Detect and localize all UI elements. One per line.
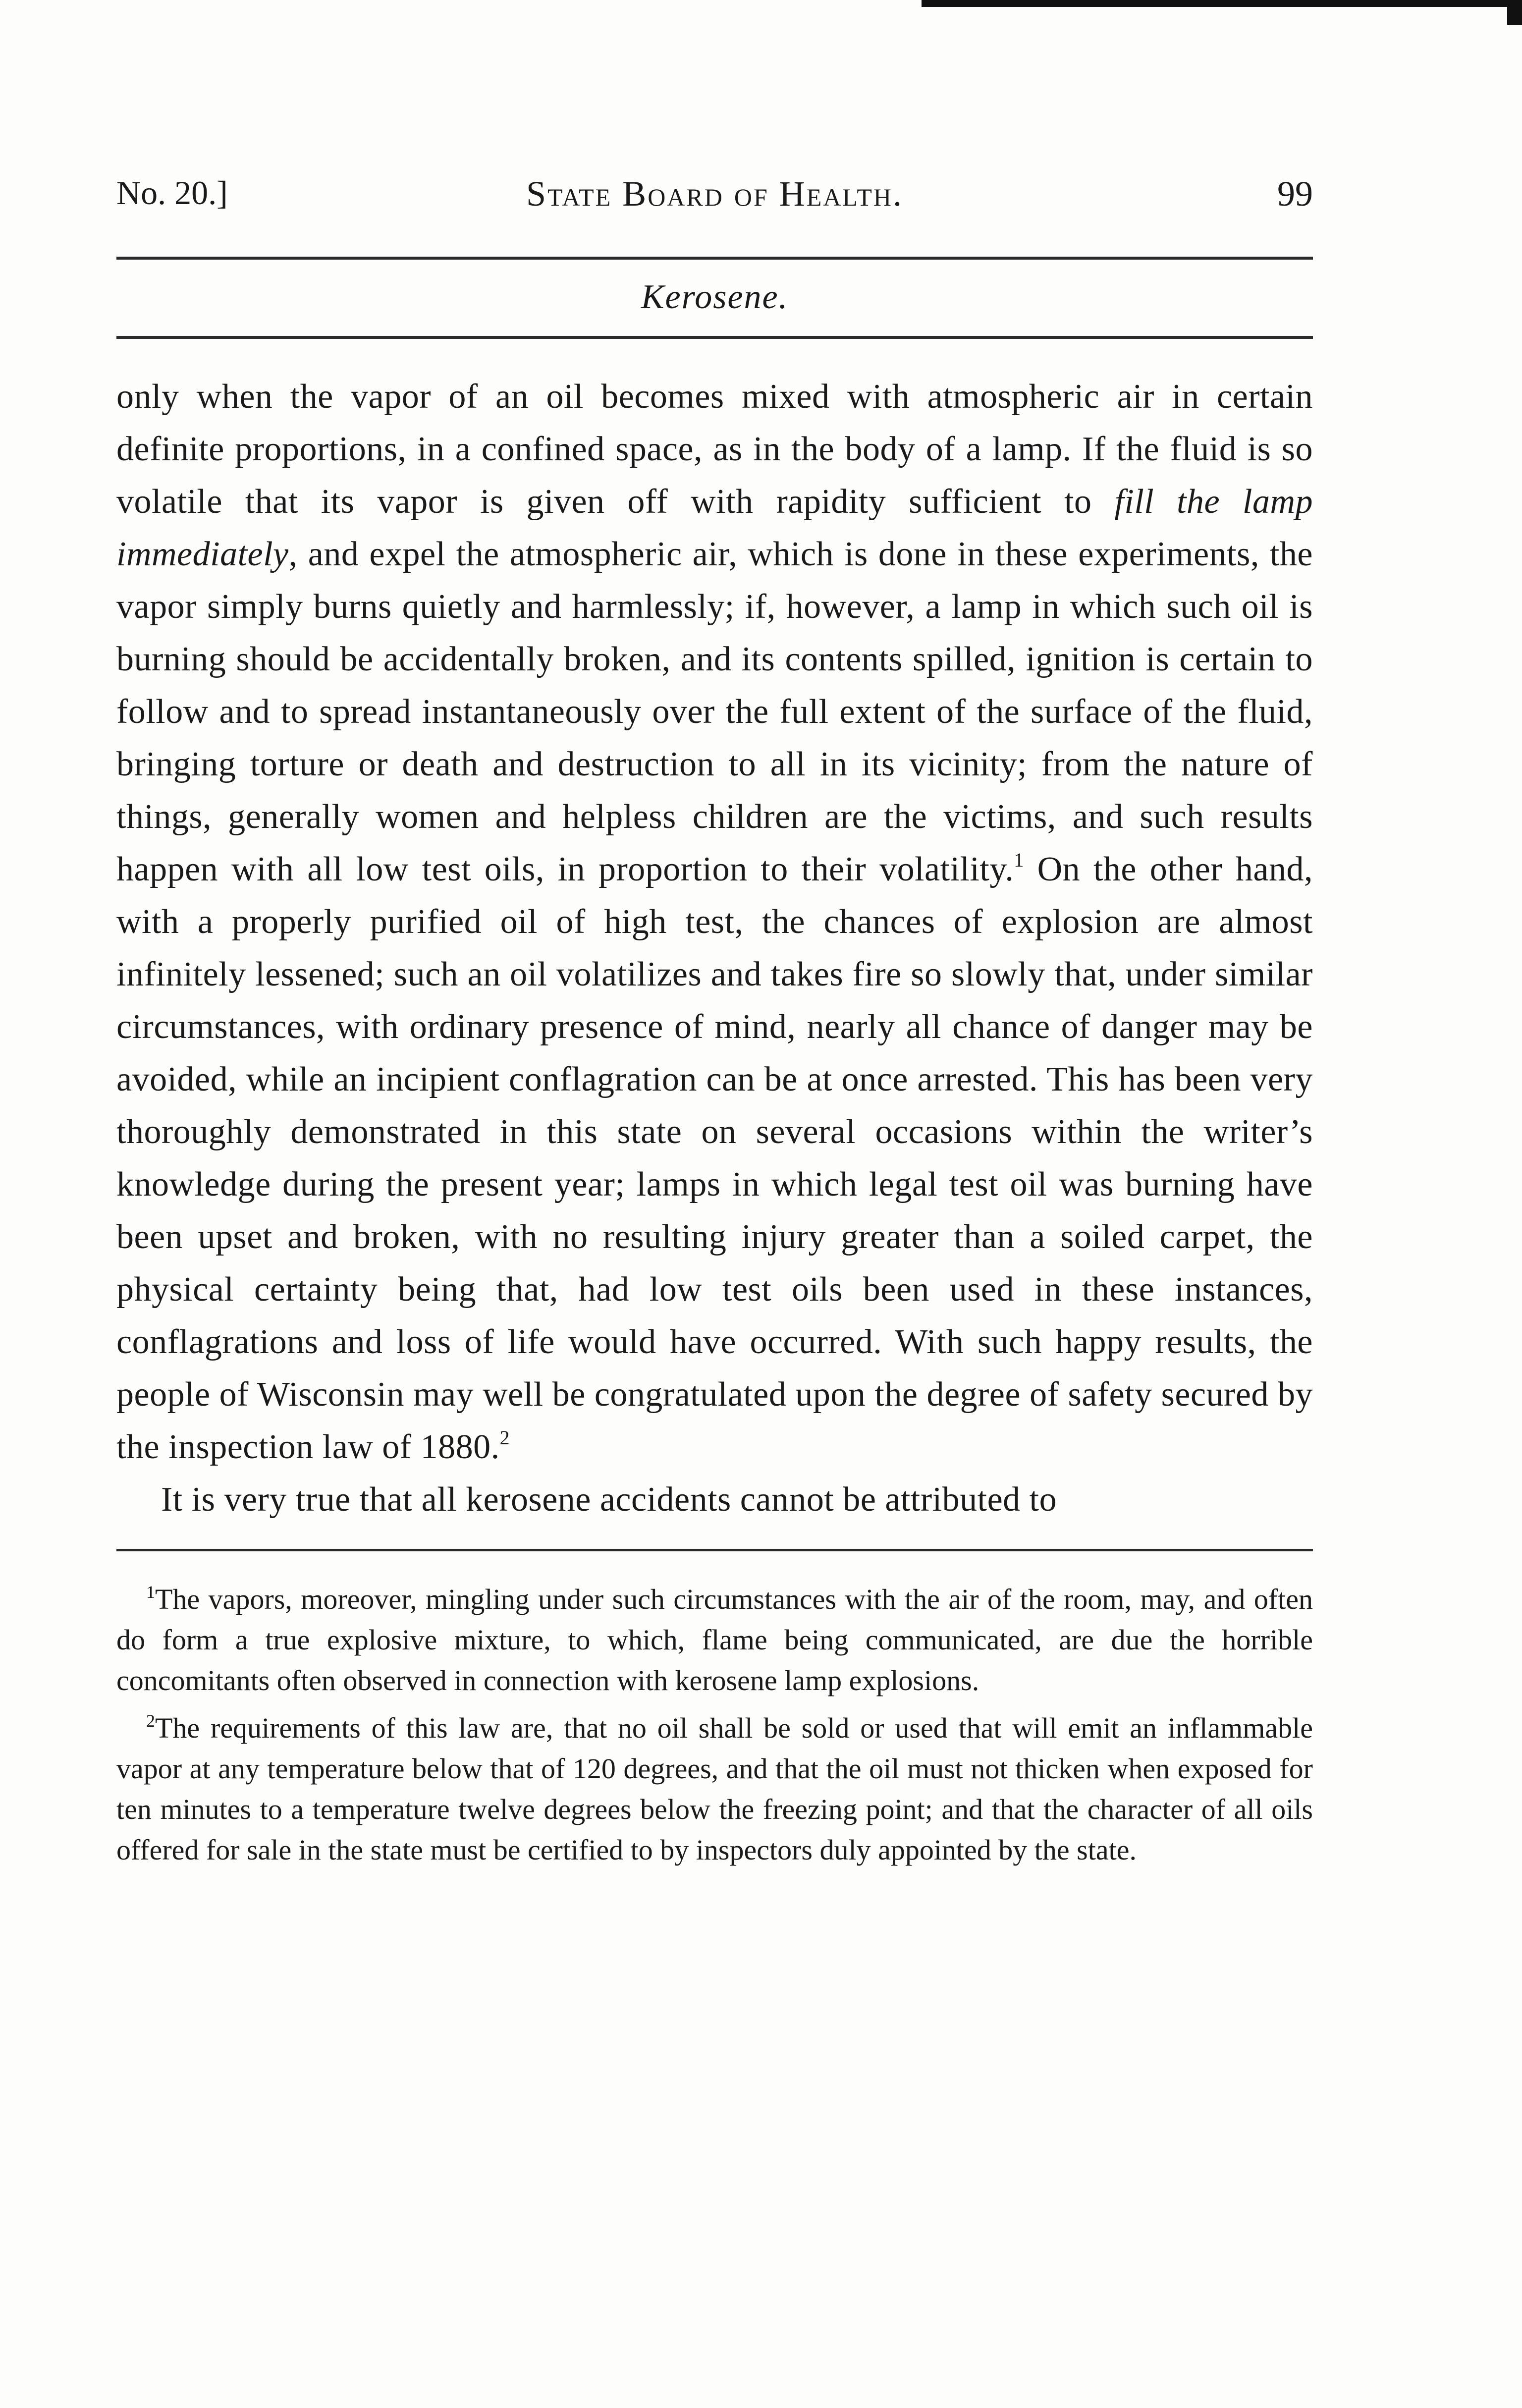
paragraph-1-part-b: , and expel the atmospheric air, which is done in these experiments, the vapor simply burns quietly and harmlessly; if, however, a lamp in which such oil is burning should be accidentally broken, and its contents spilled, ignition is certain to follow and to spread instantaneously over the full extent of the surface of the fluid, bringing torture or death and destruction to all in its vicinity; from the nature of things, generally women and helpless children are the victims, and such results happen with all low test oils, in proportion to their volatility. (116, 535, 1313, 888)
footnote-2-text: The requirements of this law are, that no oil shall be sold or used that will emit an inflammable vapor at any temperature below that of 120 degrees, and that the oil must not thicken when exposed for ten minutes to a temperature twelve degrees below the freezing point; and that the character of all oils offered for sale in the state must be certified to by inspectors duly appointed by the state. (116, 1712, 1313, 1866)
section-title: Kerosene. (641, 278, 789, 316)
emphasis-text: fill the lamp immediately (116, 483, 1313, 573)
footnote-1 (116, 1579, 1313, 1701)
paragraph-1-part-a: only when the vapor of an oil becomes mixed with atmospheric air in certain definite proportions, in a confined space, as in the body of a lamp. If the fluid is so volatile that its vapor is given off with rapidity sufficient to (116, 378, 1313, 521)
footnotes (116, 1579, 1313, 1870)
body-text (116, 371, 1313, 1526)
book-page (116, 168, 1313, 1877)
document-number: No. 20.] (116, 174, 228, 212)
header-rule-bottom (116, 336, 1313, 339)
footnote-ref-1[interactable]: 1 (1014, 849, 1024, 871)
running-title: State Board of Health. (526, 174, 904, 214)
page-number: 99 (1277, 174, 1313, 214)
footnote-2-marker: 2 (146, 1711, 155, 1731)
running-head (116, 168, 1313, 228)
footnote-1-text: The vapors, moreover, mingling under such circumstances with the air of the room, may, and often do form a true explosive mixture, to which, flame being communicated, are due the horrible concomitants often observed in connection with kerosene lamp explosions. (116, 1583, 1313, 1697)
footnote-2 (116, 1708, 1313, 1870)
footnote-ref-2[interactable]: 2 (499, 1426, 510, 1449)
paragraph-1-part-c: On the other hand, with a properly purified oil of high test, the chances of explosion are almost infinitely lessened; such an oil volatilizes and takes fire so slowly that, under similar circumstances, with ordinary presence of mind, nearly all chance of danger may be avoided, while an incipient conflagration can be at once arrested. This has been very thoroughly demonstrated in this state on several occasions within the writer’s knowledge during the present year; lamps in which legal test oil was burning have been upset and broken, with no resulting injury greater than a soiled carpet, the physical certainty being that, had low test oils been used in these instances, conflagrations and loss of life would have occurred. With such happy results, the people of Wisconsin may well be congratulated upon the degree of safety secured by the inspection law of 1880. (116, 850, 1313, 1466)
footnote-rule (116, 1549, 1313, 1551)
scan-corner-shadow (1507, 0, 1522, 25)
paragraph-2: It is very true that all kerosene accidents cannot be attributed to (161, 1480, 1057, 1519)
scan-edge-shadow (922, 0, 1522, 7)
footnote-1-marker: 1 (146, 1582, 155, 1602)
header-rule-top (116, 257, 1313, 260)
paragraph-1 (116, 371, 1313, 1474)
